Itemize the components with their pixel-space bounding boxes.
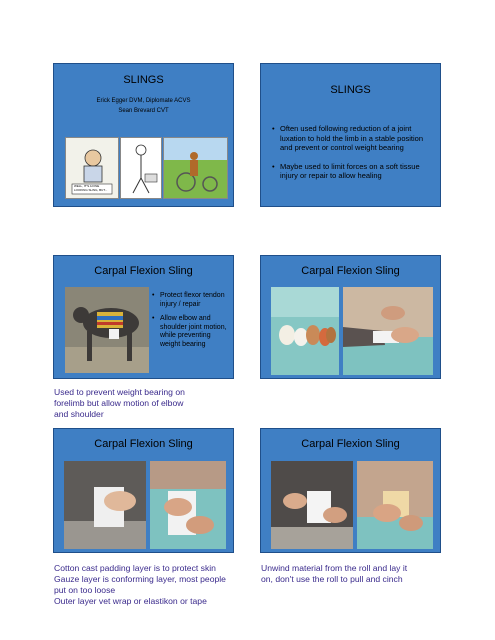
bullet-item: • Often used following reduction of a joint luxation to hold the limb in a stable position and prevent or control weight bearing xyxy=(272,124,434,153)
cartoon-image xyxy=(163,137,228,199)
author-line: Sean Brevard CVT xyxy=(118,108,169,114)
slide-4 xyxy=(260,255,441,379)
wrapping-photo xyxy=(343,287,433,375)
bullet-list xyxy=(272,124,434,187)
slide-title: SLINGS xyxy=(123,74,164,86)
author-line: Erick Egger DVM, Diplomate ACVS xyxy=(96,98,191,104)
dog-photo xyxy=(65,287,149,373)
cartoon-image xyxy=(65,137,119,199)
slide-title: Carpal Flexion Sling xyxy=(301,438,400,450)
slide-notes: Cotton cast padding layer is to protect skin Gauze layer is conforming layer, most people put on too loose Outer layer vet wrap or elastikon or tape xyxy=(54,563,226,606)
bullet-list xyxy=(152,292,228,355)
slide-3 xyxy=(53,255,234,379)
cartoon-image xyxy=(120,137,162,199)
slide-notes: Used to prevent weight bearing on forelimb but allow motion of elbow and shoulder xyxy=(54,387,185,419)
padding-photo-2 xyxy=(150,461,226,549)
bullet-item: • Maybe used to limit forces on a soft tissue injury or repair to allow healing xyxy=(272,162,434,181)
bandage-rolls-photo xyxy=(271,287,339,375)
slide-2 xyxy=(260,63,441,207)
bullet-item: • Protect flexor tendon injury / repair xyxy=(152,292,228,309)
slide-title: SLINGS xyxy=(330,84,371,96)
wrapping-photo-1 xyxy=(271,461,353,549)
padding-photo-1 xyxy=(64,461,146,549)
slide-title: Carpal Flexion Sling xyxy=(301,265,400,277)
slide-title: Carpal Flexion Sling xyxy=(94,265,193,277)
wrapping-photo-2 xyxy=(357,461,433,549)
slide-title: Carpal Flexion Sling xyxy=(94,438,193,450)
bullet-item: • Allow elbow and shoulder joint motion, while preventing weight bearing xyxy=(152,315,228,349)
cartoon-caption: WELL, IT'S A FINE LOOKING SLING, BUT... xyxy=(74,184,108,192)
slide-notes: Unwind material from the roll and lay it on, don't use the roll to pull and cinch xyxy=(261,563,408,584)
slide-6 xyxy=(260,428,441,553)
slide-5 xyxy=(53,428,234,553)
slide-1 xyxy=(53,63,234,207)
